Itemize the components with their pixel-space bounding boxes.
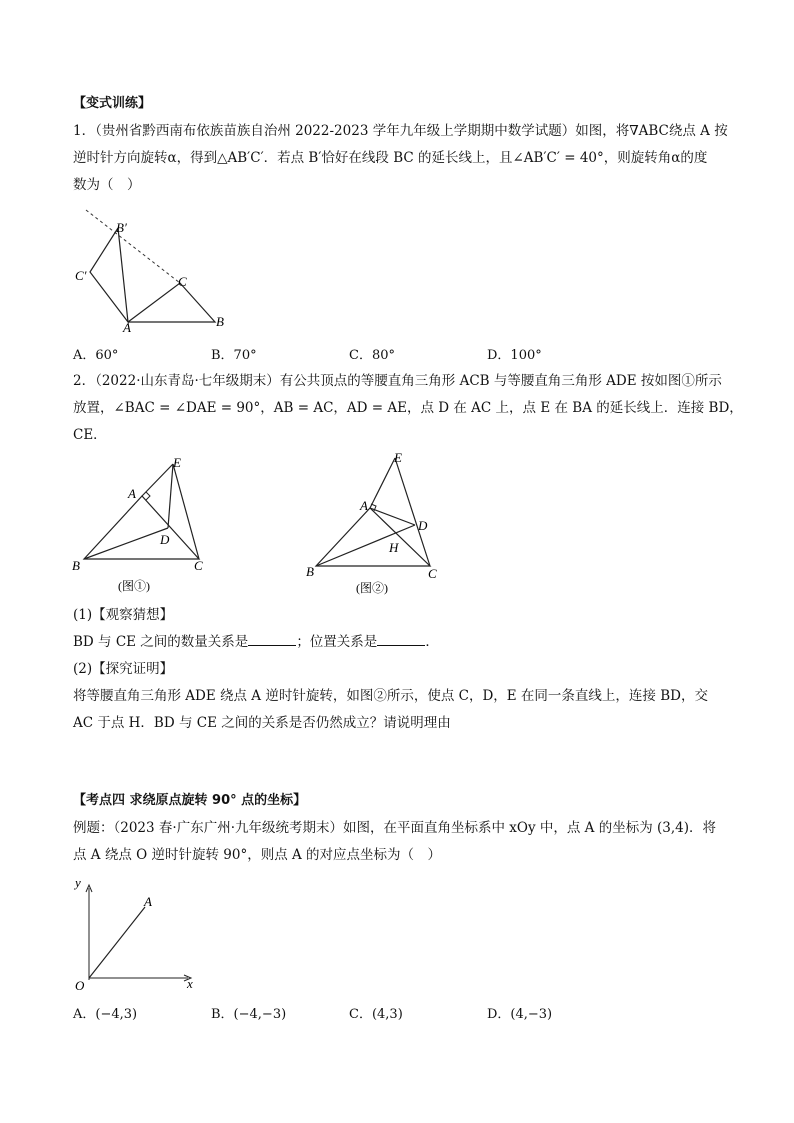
q1-option-d: D．100° <box>487 348 542 363</box>
q1-text-line2: 逆时针方向旋转α，得到△AB′C′．若点 B′恰好在线段 BC 的延长线上，且∠AB′C′ = 40°，则旋转角α的度 <box>73 150 708 166</box>
part2-text-line2: AC 于点 H．BD 与 CE 之间的关系是否仍然成立？请说明理由 <box>73 715 451 731</box>
fig1-caption: (图①) <box>118 579 150 593</box>
q1-option-a: A．60° <box>73 348 119 363</box>
fig2-label-c: C <box>428 566 437 581</box>
example-option-b: B．(−4,−3) <box>211 1007 287 1022</box>
answer-blank-position[interactable] <box>377 633 425 646</box>
example-option-d: D．(4,−3) <box>487 1007 553 1022</box>
fig2-label-h: H <box>389 540 399 555</box>
example-option-c: C．(4,3) <box>349 1007 403 1022</box>
q2-text-line1: 2．（2022·山东青岛·七年级期末）有公共顶点的等腰直角三角形 ACB 与等腰直角三角形 ADE 按如图①所示 <box>73 373 722 389</box>
example-option-a: A．(−4,3) <box>73 1007 138 1022</box>
fig1-label-b: B <box>72 558 80 573</box>
q1-text-line1: 1．（贵州省黔西南布依族苗族自治州 2022-2023 学年九年级上学期期中数学试题）如图，将∇ABC绕点 A 按 <box>73 123 728 139</box>
example-text-line2: 点 A 绕点 O 逆时针旋转 90°，则点 A 的对应点坐标为（ ） <box>73 847 442 863</box>
q1-option-c: C．80° <box>349 348 395 363</box>
part1-question <box>73 632 439 652</box>
q2-text-line2: 放置，∠BAC = ∠DAE = 90°，AB = AC，AD = AE，点 D 在 AC 上，点 E 在 BA 的延长线上．连接 BD， <box>73 400 743 416</box>
section-heading-topic4: 【考点四 求绕原点旋转 90° 点的坐标】 <box>73 793 307 808</box>
coordinate-plane-figure <box>70 872 205 997</box>
fig1-label-e: E <box>173 455 181 470</box>
part1-title: (1)【观察猜想】 <box>73 607 174 623</box>
part1-text-mid: ；位置关系是 <box>296 634 378 650</box>
fig1-label-c: C <box>194 558 203 573</box>
q2-figure-2 <box>300 448 450 598</box>
origin-label: O <box>75 978 85 993</box>
fig2-label-a: A <box>360 498 368 513</box>
answer-blank-quantity[interactable] <box>248 633 296 646</box>
fig1-label-a: A <box>128 486 136 501</box>
label-b-prime: B′ <box>116 220 127 235</box>
part1-text-pre: BD 与 CE 之间的数量关系是 <box>73 634 249 650</box>
fig2-label-b: B <box>306 564 314 579</box>
fig1-label-d: D <box>160 532 170 547</box>
label-c-prime: C′ <box>75 268 87 283</box>
example-text-line1: 例题：（2023 春·广东广州·九年级统考期末）如图，在平面直角坐标系中 xOy 中，点 A 的坐标为 (3,4)．将 <box>73 820 716 836</box>
fig2-caption: (图②) <box>356 581 388 595</box>
label-a: A <box>123 320 131 335</box>
part1-text-end: ． <box>425 634 439 650</box>
fig2-label-e: E <box>394 450 402 465</box>
section-heading-variant-training: 【变式训练】 <box>73 96 152 111</box>
q1-option-b: B．70° <box>211 348 257 363</box>
q2-figure-1 <box>68 452 218 598</box>
fig2-label-d: D <box>418 518 428 533</box>
point-a-label: A <box>144 894 152 909</box>
label-b: B <box>216 314 224 329</box>
q1-rotation-figure <box>70 200 240 335</box>
part2-text-line1: 将等腰直角三角形 ADE 绕点 A 逆时针旋转，如图②所示，使点 C，D，E 在同一条直线上，连接 BD，交 <box>73 688 708 704</box>
q1-text-line3: 数为（ ） <box>73 177 141 193</box>
q2-text-line3: CE． <box>73 427 107 443</box>
axis-label-y: y <box>75 875 81 890</box>
label-c: C <box>178 274 187 289</box>
axis-label-x: x <box>187 976 193 991</box>
part2-title: (2)【探究证明】 <box>73 661 174 677</box>
